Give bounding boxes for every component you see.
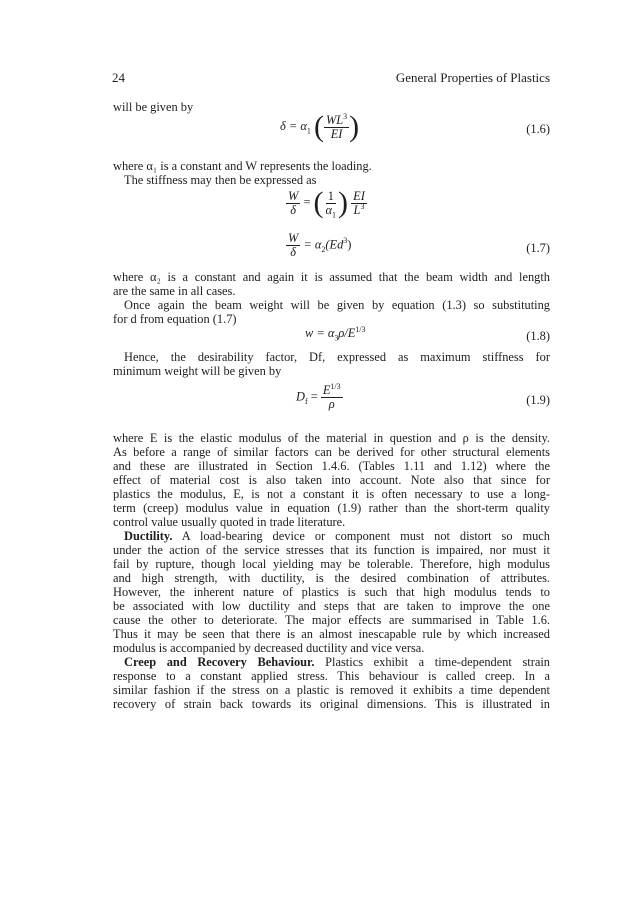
equation-number-1-8: (1.8)	[526, 329, 550, 343]
left-paren: (	[313, 186, 324, 219]
equals-sign: =	[303, 194, 314, 209]
equation-stiffness	[286, 188, 367, 218]
eq-sup: 3	[343, 236, 348, 246]
text-line: and high strength, with ductility, is the desired combination of attributes.	[113, 571, 550, 585]
left-paren: (	[313, 110, 324, 143]
text-line: are the same in all cases.	[113, 284, 236, 298]
text-line: where α₂ is a constant and again it is assumed that the beam width and length	[113, 270, 550, 284]
equation-1-8	[305, 326, 366, 341]
text-line: control value usually quoted in trade literature.	[113, 515, 346, 529]
inner-fraction	[324, 190, 339, 217]
lhs-fraction	[286, 232, 300, 259]
text-line: term (creep) modulus value in equation (1.9) rather than the short-term quality	[113, 501, 550, 515]
equation-number-1-7: (1.7)	[526, 241, 550, 255]
denominator	[352, 201, 367, 217]
eq-sub: 3	[334, 333, 339, 343]
denominator	[324, 204, 339, 217]
paragraph-ductility-start	[124, 529, 550, 543]
text-line: response to a constant applied stress. This behaviour is called creep. In a	[113, 669, 550, 683]
eq-body: ρ/E	[338, 326, 356, 340]
equation-1-9	[296, 381, 343, 411]
num-sup: 1/3	[330, 381, 341, 391]
denominator: δ	[290, 245, 297, 259]
rhs-fraction	[351, 190, 367, 217]
right-paren: )	[338, 186, 349, 219]
num-text: E	[322, 383, 331, 397]
eq-sub: 2	[321, 244, 326, 254]
equation-number-1-9: (1.9)	[526, 393, 550, 407]
right-paren: )	[349, 110, 360, 143]
den-sup: 3	[360, 201, 365, 211]
eq-lhs: δ = α	[280, 118, 307, 133]
equation-number-1-6: (1.6)	[526, 122, 550, 136]
text-line: The stiffness may then be expressed as	[124, 173, 317, 187]
den-sub: 1	[332, 209, 337, 219]
text-span: A load-bearing device or component must not distort so much	[172, 529, 550, 543]
numerator	[324, 111, 349, 128]
text-line: for d from equation (1.7)	[113, 312, 237, 326]
text-line: Hence, the desirability factor, Df, expressed as maximum stiffness for	[124, 350, 550, 364]
text-line: where α₁ is a constant and W represents the loading.	[113, 159, 372, 173]
text-line: As before a range of similar factors can be derived for other structural elements	[113, 445, 550, 459]
denominator: δ	[290, 202, 297, 217]
text-line: Once again the beam weight will be given by equation (1.3) so substituting	[124, 298, 550, 312]
numerator: W	[288, 188, 299, 203]
page-number: 24	[112, 70, 125, 85]
numerator: W	[288, 231, 299, 245]
num-sup: 3	[343, 111, 348, 121]
den-text: L	[353, 202, 361, 217]
fraction	[321, 381, 343, 411]
eq-sub: f	[304, 396, 308, 406]
text-line: where E is the elastic modulus of the material in question and ρ is the density.	[113, 431, 550, 445]
eq-lhs: D	[296, 389, 305, 404]
section-heading: Ductility.	[124, 529, 173, 543]
den-text: α	[325, 202, 333, 217]
eq-rhs: = α	[303, 237, 322, 252]
text-line: cause the other to deteriorate. The major effects are summarised in Table 1.6.	[113, 613, 550, 627]
equation-1-6	[280, 112, 359, 142]
text-line: However, the inherent nature of plastics is such that high modulus tends to	[113, 585, 550, 599]
numerator	[321, 381, 343, 398]
equals-sign: =	[307, 389, 321, 404]
text-line: modulus is accompanied by decreased ductility and vice versa.	[113, 641, 425, 655]
lhs-fraction	[286, 190, 300, 217]
num-text: WL	[325, 112, 344, 127]
running-header	[112, 70, 550, 88]
denominator: ρ	[328, 397, 335, 411]
text-line: effect of material cost is also taken into account. Note also that since for	[113, 473, 550, 487]
numerator: 1	[327, 188, 334, 203]
numerator: EI	[353, 188, 365, 203]
eq-close: )	[347, 237, 352, 252]
text-line: Thus it may be seen that there is an almost inescapable rule by which increased	[113, 627, 550, 641]
text-line: minimum weight will be given by	[113, 364, 282, 378]
text-line: similar fashion if the stress on a plastic is removed it exhibits a time dependent	[113, 683, 550, 697]
eq-body: (Ed	[325, 237, 344, 252]
text-line: fail by rupture, though local yielding may be tolerable. Therefore, high modulus	[113, 557, 550, 571]
text-line: will be given by	[113, 100, 194, 114]
section-heading: Creep and Recovery Behaviour.	[124, 655, 315, 669]
running-title: General Properties of Plastics	[395, 70, 550, 85]
denominator: EI	[330, 126, 343, 141]
text-line: under the action of the service stresses that its function is impaired, nor must it	[113, 543, 550, 557]
text-span: Plastics exhibit a time-dependent strain	[314, 655, 551, 669]
eq-sub: 1	[306, 126, 311, 136]
eq-lhs: w = α	[305, 326, 335, 340]
text-line: plastics the modulus, E, is not a constant it is often necessary to use a long-	[113, 487, 550, 501]
text-line: recovery of strain back towards its original dimensions. This is illustrated in	[113, 697, 550, 711]
fraction	[324, 111, 349, 141]
paragraph-creep-start	[124, 655, 550, 669]
text-line: be associated with low ductility and steps that are taken to improve the one	[113, 599, 550, 613]
text-line: and these are illustrated in Section 1.4.6. (Tables 1.11 and 1.12) where the	[113, 459, 550, 473]
equation-1-7	[286, 232, 351, 259]
eq-sup: 1/3	[355, 324, 366, 334]
